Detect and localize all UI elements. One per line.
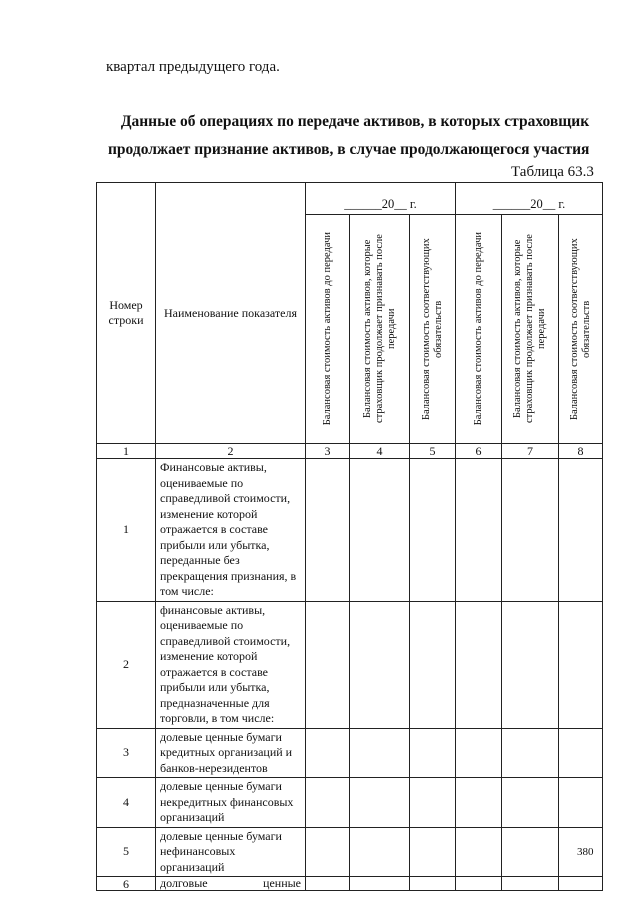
- header-balance-continue-1: Балансовая стоимость активов, которые страховщик продолжает признавать после передачи: [361, 234, 397, 424]
- row-name: долевые ценные бумаги нефинансовых организаций: [156, 827, 306, 877]
- header-period-2: ______20__ г.: [456, 183, 603, 215]
- row-name: долевые ценные бумаги кредитных организаций и банков-нерезидентов: [156, 728, 306, 778]
- header-balance-before-1: Балансовая стоимость активов до передачи: [321, 232, 333, 426]
- column-number: 7: [502, 444, 559, 459]
- table-row: [97, 827, 603, 877]
- column-number: 2: [156, 444, 306, 459]
- page-number: 380: [577, 846, 594, 858]
- column-number: 4: [350, 444, 410, 459]
- assets-transfer-table: [96, 182, 603, 891]
- table-row: [97, 778, 603, 828]
- header-row-number: Номер строки: [97, 183, 156, 444]
- column-number: 6: [456, 444, 502, 459]
- row-number: 3: [97, 728, 156, 778]
- row-name: долевые ценные бумаги некредитных финансовых организаций: [156, 778, 306, 828]
- header-balance-before-2: Балансовая стоимость активов до передачи: [472, 232, 484, 426]
- table-row: [97, 459, 603, 602]
- column-number-row: [97, 444, 603, 459]
- table-title-line-2: продолжает признание активов, в случае продолжающегося участия: [108, 141, 590, 158]
- row-number: 1: [97, 459, 156, 602]
- table-title-line-1: Данные об операциях по передаче активов, в которых страховщик: [120, 113, 590, 130]
- header-liabilities-2: Балансовая стоимость соответствующих обязательств: [568, 238, 592, 420]
- row-number: 2: [97, 601, 156, 728]
- intro-text: квартал предыдущего года.: [106, 59, 280, 75]
- column-number: 1: [97, 444, 156, 459]
- row-number: 4: [97, 778, 156, 828]
- table-row: [97, 728, 603, 778]
- header-balance-continue-2: Балансовая стоимость активов, которые страховщик продолжает признавать после передачи: [512, 234, 548, 424]
- header-indicator: Наименование показателя: [156, 183, 306, 444]
- row-name: финансовые активы, оцениваемые по справедливой стоимости, изменение которой отражается в составе прибыли или убытка, предназначенные для торговли, в том числе:: [156, 601, 306, 728]
- row-name: Финансовые активы, оцениваемые по справедливой стоимости, изменение которой отражается в составе прибыли или убытка, переданные без прекращения признания, в том числе:: [156, 459, 306, 602]
- table-number: Таблица 63.3: [511, 164, 594, 180]
- header-period-1: ______20__ г.: [306, 183, 456, 215]
- table-row: [97, 601, 603, 728]
- row-name: долговые ценные: [156, 877, 306, 891]
- header-liabilities-1: Балансовая стоимость соответствующих обязательств: [420, 238, 444, 420]
- row-number: 6: [97, 877, 156, 891]
- column-number: 3: [306, 444, 350, 459]
- table-row: [97, 877, 603, 891]
- column-number: 8: [559, 444, 603, 459]
- row-number: 5: [97, 827, 156, 877]
- column-number: 5: [410, 444, 456, 459]
